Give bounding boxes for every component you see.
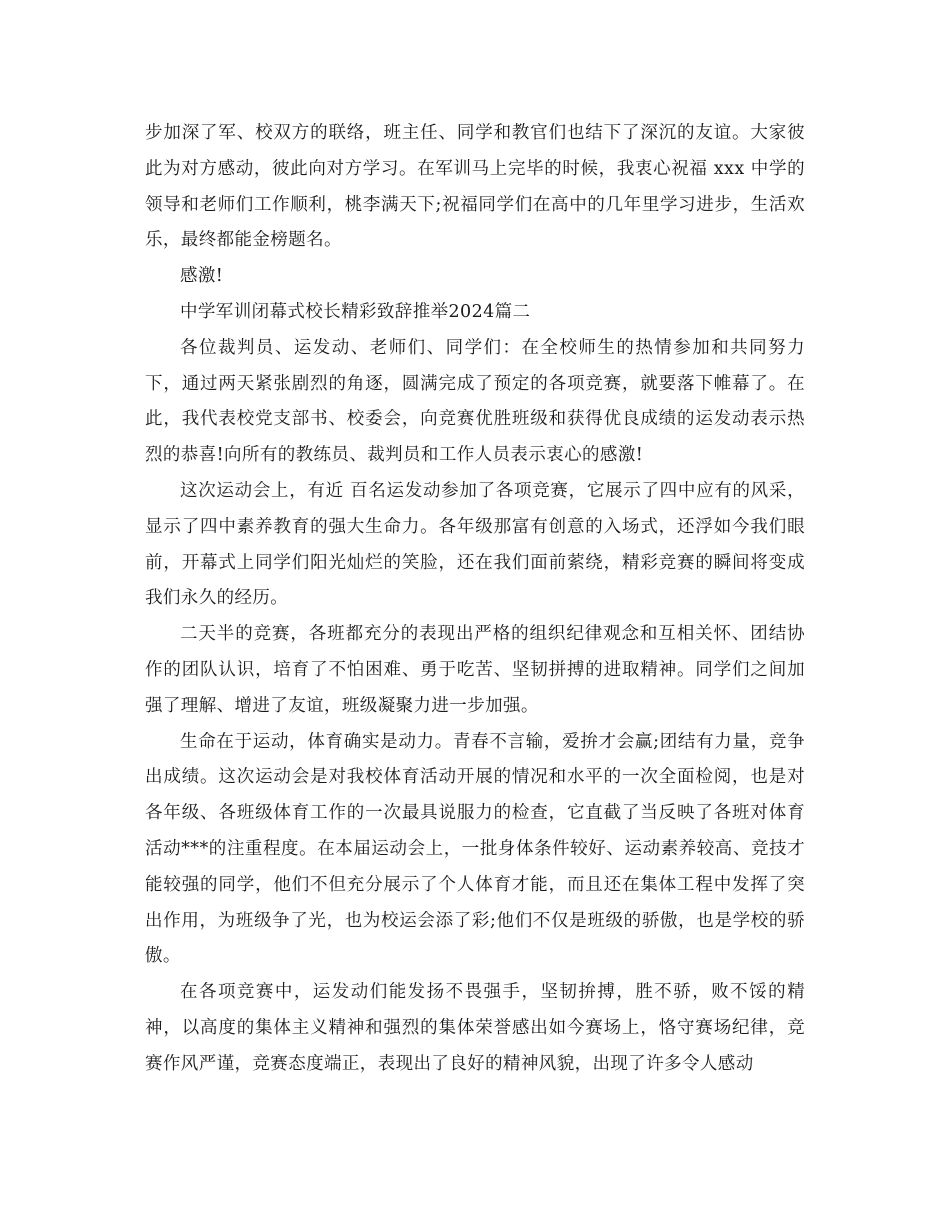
paragraph-thanks: 感激! [180, 266, 224, 287]
paragraph-continuation: 步加深了军、校双方的联络，班主任、同学和教官们也结下了深沉的友谊。大家彼此为对方感动，彼此向对方学习。在军训马上完毕的时候，我衷心祝福 xxx 中学的领导和老师们工作顺利，桃李满天下;祝福同学们在高中的几年里学习进步，生活欢乐，最终都能金榜题名。 [145, 123, 805, 251]
paragraph-sports-spirit: 生命在于运动，体育确实是动力。青春不言输，爱拚才会赢;团结有力量，竞争出成绩。这次运动会是对我校体育活动开展的情况和水平的一次全面检阅，也是对各年级、各班级体育工作的一次最具说服力的检查，它直截了当反映了各班对体育活动***的注重程度。在本届运动会上，一批身体条件较好、运动素养较高、竞技才能较强的同学，他们不但充分展示了个人体育才能，而且还在集体工程中发挥了突出作用，为班级争了光，也为校运会添了彩;他们不仅是班级的骄傲，也是学校的骄傲。 [145, 731, 805, 967]
document-body [145, 116, 805, 1083]
section-heading: 中学军训闭幕式校长精彩致辞推举2024篇二 [180, 301, 531, 322]
paragraph-athletes: 这次运动会上，有近 百名运发动参加了各项竞赛，它展示了四中应有的风采，显示了四中素养教育的强大生命力。各年级那富有创意的入场式，还浮如今我们眼前，开幕式上同学们阳光灿烂的笑脸，还在我们面前萦绕，精彩竞赛的瞬间将变成我们永久的经历。 [145, 480, 805, 609]
paragraph-competition: 二天半的竞赛，各班都充分的表现出严格的组织纪律观念和互相关怀、团结协作的团队认识，培育了不怕困难、勇于吃苦、坚韧拼搏的进取精神。同学们之间加强了理解、增进了友谊，班级凝聚力进一步加强。 [145, 624, 805, 716]
paragraph-events: 在各项竞赛中，运发动们能发扬不畏强手，坚韧拚搏，胜不骄，败不馁的精神，以高度的集体主义精神和强烈的集体荣誉感出如今赛场上，恪守赛场纪律，竞赛作风严谨，竞赛态度端正，表现出了良好的精神风貌，出现了许多令人感动 [145, 982, 805, 1074]
paragraph-greeting: 各位裁判员、运发动、老师们、同学们：在全校师生的热情参加和共同努力下，通过两天紧张剧烈的角逐，圆满完成了预定的各项竞赛，就要落下帷幕了。在此，我代表校党支部书、校委会，向竞赛优胜班级和获得优良成绩的运发动表示热烈的恭喜!向所有的教练员、裁判员和工作人员表示衷心的感激! [145, 337, 805, 466]
